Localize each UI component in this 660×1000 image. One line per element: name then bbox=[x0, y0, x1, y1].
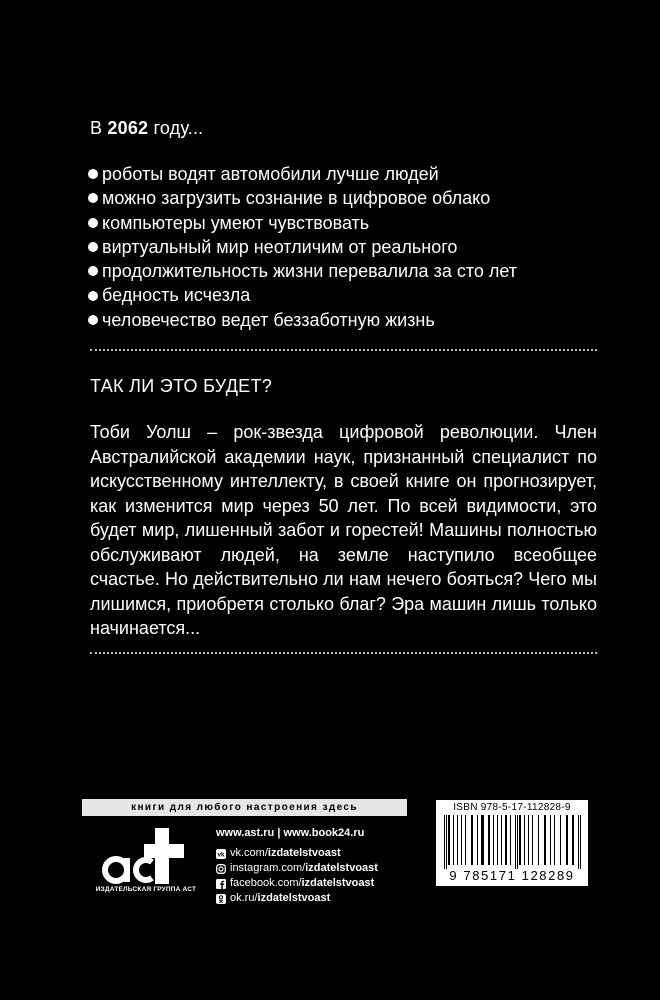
bullet-dot-icon bbox=[88, 266, 98, 276]
social-prefix: instagram.com/ bbox=[230, 862, 306, 874]
book-description: Тоби Уолш – рок-звезда цифровой революции. Член Австралийской академии наук, признанный специалист по искусственному интеллекту, в своей книге он прогнозирует, как изменится мир через 50 лет. По всей видимости, это будет мир, лишенный забот и горестей! Машины полностью обслуживают людей, на земле наступило всеобщее счастье. Но действительно ли нам нечего бояться? Чего мы лишимся, приобретя столько благ? Эра машин лишь только начинается... bbox=[90, 422, 597, 638]
list-item bbox=[88, 259, 517, 283]
list-item-text: компьютеры умеют чувствовать bbox=[102, 212, 370, 233]
publisher-contacts bbox=[216, 826, 378, 906]
instagram-icon bbox=[216, 864, 226, 874]
intro-suffix: году... bbox=[148, 118, 204, 138]
list-item bbox=[88, 162, 517, 186]
social-prefix: vk.com/ bbox=[230, 847, 268, 859]
bullet-dot-icon bbox=[88, 193, 98, 203]
list-item-text: роботы водят автомобили лучше людей bbox=[102, 164, 439, 184]
list-item bbox=[88, 186, 517, 210]
list-item bbox=[88, 308, 517, 332]
bullet-dot-icon bbox=[88, 242, 98, 252]
bullet-dot-icon bbox=[88, 291, 98, 301]
barcode-icon bbox=[440, 815, 584, 869]
bullet-dot-icon bbox=[88, 315, 98, 325]
website-links[interactable]: www.ast.ru | www.book24.ru bbox=[216, 827, 365, 839]
list-item bbox=[88, 211, 517, 235]
social-link-vk[interactable] bbox=[216, 846, 378, 861]
social-link-facebook[interactable] bbox=[216, 876, 378, 891]
social-handle: izdatelstvoast bbox=[267, 847, 341, 859]
bullet-dot-icon bbox=[88, 169, 98, 179]
intro-prefix: В bbox=[90, 118, 108, 138]
social-handle: izdatelstvoast bbox=[301, 877, 375, 889]
list-item-text: продолжительность жизни перевалила за сто лет bbox=[102, 261, 518, 282]
social-link-odnoklassniki[interactable] bbox=[216, 891, 378, 906]
odnoklassniki-icon bbox=[216, 894, 226, 904]
facebook-icon bbox=[216, 879, 226, 889]
social-prefix: ok.ru/ bbox=[230, 892, 258, 904]
social-handle: izdatelstvoast bbox=[257, 892, 331, 904]
intro-line bbox=[90, 118, 203, 139]
dotted-divider bbox=[90, 652, 597, 654]
publisher-group-name: ИЗДАТЕЛЬСКАЯ ГРУППА АСТ bbox=[95, 886, 197, 893]
social-handle: izdatelstvoast bbox=[305, 862, 378, 874]
vk-icon bbox=[216, 849, 226, 859]
barcode-digits: 9 785171 128289 bbox=[449, 868, 575, 883]
section-heading: ТАК ЛИ ЭТО БУДЕТ? bbox=[90, 376, 273, 396]
prediction-list bbox=[88, 162, 517, 332]
list-item-text: виртуальный мир неотличим от реального bbox=[102, 236, 458, 257]
list-item-text: человечество ведет беззаботную жизнь bbox=[102, 309, 435, 330]
list-item-text: можно загрузить сознание в цифровое облако bbox=[102, 188, 491, 209]
list-item-text: бедность исчезла bbox=[102, 285, 251, 306]
dotted-divider bbox=[90, 349, 597, 351]
list-item bbox=[88, 235, 517, 259]
intro-year: 2062 bbox=[107, 118, 149, 138]
social-prefix: facebook.com/ bbox=[230, 877, 302, 889]
list-item bbox=[88, 283, 517, 307]
bullet-dot-icon bbox=[88, 218, 98, 228]
isbn-text: ISBN 978-5-17-112828-9 bbox=[453, 802, 571, 813]
publisher-tagline: книги для любого настроения здесь bbox=[82, 799, 407, 816]
social-link-instagram[interactable] bbox=[216, 861, 378, 876]
svg-text:vk: vk bbox=[217, 852, 225, 858]
barcode-panel bbox=[436, 800, 588, 886]
